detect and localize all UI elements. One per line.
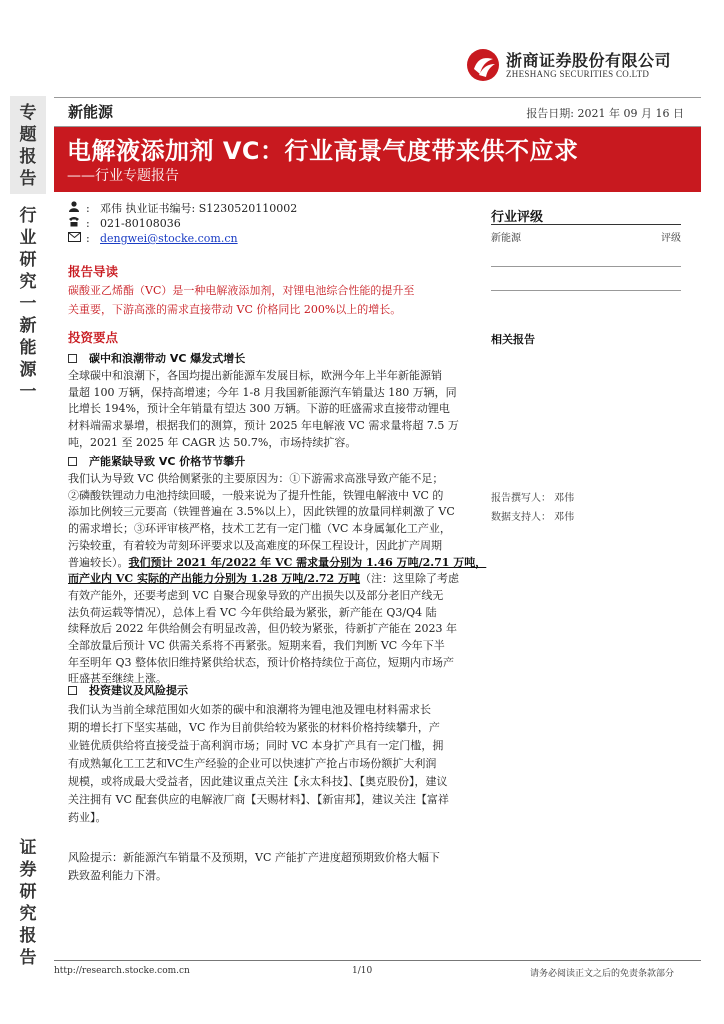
divider — [491, 290, 681, 291]
sidebar-char: 业 — [19, 228, 37, 248]
report-date: 报告日期: 2021 年 09 月 16 日 — [526, 107, 684, 120]
sector-label: 新能源 — [68, 103, 114, 121]
sidebar-report-type — [10, 96, 46, 194]
logo-name-en: ZHESHANG SECURITIES CO.LTD — [506, 69, 650, 79]
footer-url[interactable]: http://research.stocke.com.cn — [54, 966, 190, 976]
paragraph-2: 我们认为导致 VC 供给侧紧张的主要原因为：①下游需求高涨导致产能不足； ②磷酸铁锂动力电池持续回暖，一般来说为了提升性能，铁锂电解液中 VC 的 添加比例较三元要高（铁锂普遍在 3.5%以上），因此铁锂的放量同样刺激了 VC 的需求增长；③环评审核严格，技术工艺有一定门槛（VC 本身属氟化工产业， 污染较重，有着较为苛刻环评要求以及高难度的环保工程设计，因此扩产周期 普遍较长）。我们预计 2021 年/2022 年 VC 需求量分别为 1.46 万吨/2.71 万吨， 而产业内 VC 实际的产出能力分别为 1.28 万吨/2.72 万吨（注：这里除了考虑 有效产能外，还要考虑到 VC 自聚合现象导致的产出损失以及部分老旧产线无 法负荷运载等情况），总体上看 VC 今年供给最为紧张，新产能在 Q3/Q4 陆 续释放后 2022 年供给侧会有明显改善，但仍较为紧张，待新扩产能在 2023 年 全部放量后预计 VC 供需关系将不再紧张。短期来看，我们判断 VC 今年下半 年至明年 Q3 整体依旧维持紧供给状态，预计价格持续位于高位，短期内市场产 旺盛甚至继续上涨。 — [68, 472, 487, 686]
footer-disclaimer: 请务必阅读正文之后的免责条款部分 — [529, 969, 674, 979]
page-number: 1/10 — [352, 966, 373, 976]
sidebar-category — [14, 205, 42, 403]
bullet-heading-3: 投资建议及风险提示 — [68, 682, 188, 698]
rating-title: 行业评级 — [491, 210, 544, 225]
sidebar-char: 新 — [19, 316, 37, 336]
data-support: 数据支持人： 邓伟 — [491, 512, 575, 523]
sidebar-char: 行 — [19, 206, 37, 226]
sidebar-char: 研 — [19, 882, 37, 902]
analyst-name: 邓伟 执业证书编号: S1230520110002 — [100, 202, 298, 215]
risk-warning: 风险提示：新能源汽车销量不及预期，VC 产能扩产进度超预期致价格大幅下 跌致盈利能力下滑。 — [68, 851, 440, 882]
sidebar-char: 报 — [19, 147, 37, 167]
report-subtitle: ——行业专题报告 — [67, 168, 179, 184]
checkbox-icon — [68, 354, 77, 363]
person-icon — [68, 201, 86, 215]
footer-divider — [54, 960, 701, 961]
guide-text: 碳酸亚乙烯酯（VC）是一种电解液添加剂，对锂电池综合性能的提升至 关重要，下游高涨的需求直接带动 VC 价格同比 200%以上的增长。 — [68, 284, 415, 316]
points-heading: 投资要点 — [68, 330, 119, 345]
related-reports-heading: 相关报告 — [491, 333, 535, 346]
contact-analyst: : 邓伟 执业证书编号: S1230520110002 — [68, 200, 297, 216]
sidebar-char: 告 — [19, 948, 37, 968]
sidebar-char: 研 — [19, 250, 37, 270]
bullet-heading-1: 碳中和浪潮带动 VC 爆发式增长 — [68, 350, 245, 366]
capacity-highlight: 而产业内 VC 实际的产出能力分别为 1.28 万吨/2.72 万吨 — [68, 572, 361, 586]
mail-icon — [68, 232, 86, 245]
sidebar-char: 一 — [19, 294, 37, 314]
sidebar-char: 一 — [19, 382, 37, 402]
sidebar-char: 究 — [19, 904, 37, 924]
report-title: 电解液添加剂 VC：行业高景气度带来供不应求 — [67, 137, 579, 165]
rating-sector: 新能源 — [491, 233, 521, 244]
guide-heading: 报告导读 — [68, 264, 119, 279]
sidebar-char: 券 — [19, 860, 37, 880]
phone-icon — [68, 216, 86, 230]
title-banner — [54, 127, 701, 192]
sidebar-char: 题 — [19, 125, 37, 145]
phone-number: 021-80108036 — [100, 217, 181, 230]
rating-divider — [491, 224, 681, 225]
sidebar-footer-label — [14, 837, 42, 969]
sidebar-char: 究 — [19, 272, 37, 292]
checkbox-icon — [68, 457, 77, 466]
sidebar-char: 告 — [19, 169, 37, 189]
logo-mark-icon — [466, 48, 502, 82]
sidebar-char: 报 — [19, 926, 37, 946]
contact-email: : dengwei@stocke.com.cn — [68, 232, 238, 245]
sidebar-char: 证 — [19, 838, 37, 858]
checkbox-icon — [68, 686, 77, 695]
sidebar-char: 专 — [19, 103, 37, 123]
report-author: 报告撰写人： 邓伟 — [491, 493, 575, 504]
company-logo — [466, 48, 686, 82]
logo-name-cn: 浙商证券股份有限公司 — [506, 51, 672, 70]
rating-row — [491, 229, 681, 244]
bullet-heading-2: 产能紧缺导致 VC 价格节节攀升 — [68, 453, 245, 469]
sidebar-char: 源 — [19, 360, 37, 380]
paragraph-3: 我们认为当前全球范围如火如荼的碳中和浪潮将为锂电池及锂电材料需求长 期的增长打下坚实基础，VC 作为目前供给较为紧张的材料价格持续攀升，产 业链优质供给将直接受益于高利润市场；同时 VC 本身扩产具有一定门槛，拥 有成熟氟化工工艺和VC生产经验的企业可以快速扩产抢占市场份额扩大利润 规模，或将成最大受益者，因此建议重点关注【永太科技】、【奥克股份】，建议 关注拥有 VC 配套供应的电解液厂商【天赐材料】、【新宙邦】，建议关注【富祥 药业】。 — [68, 703, 449, 824]
forecast-highlight: 我们预计 2021 年/2022 年 VC 需求量分别为 1.46 万吨/2.71 万吨， — [128, 555, 487, 569]
paragraph-1: 全球碳中和浪潮下，各国均提出新能源车发展目标，欧洲今年上半年新能源销 量超 100 万辆，保持高增速；今年 1-8 月我国新能源汽车销量达 180 万辆，同 比增长 194%，预计全年销量有望达 300 万辆。下游的旺盛需求直接带动锂电 材料端需求暴增，根据我们的测算，预计 2025 年电解液 VC 需求量将超 7.5 万 吨，2021 至 2025 年 CAGR 达 50.7%，市场持续扩容。 — [68, 369, 459, 449]
email-link[interactable]: dengwei@stocke.com.cn — [100, 232, 238, 245]
contact-phone: : 021-80108036 — [68, 216, 181, 230]
sidebar-char: 能 — [19, 338, 37, 358]
rating-value: 评级 — [661, 233, 681, 244]
divider — [491, 266, 681, 267]
